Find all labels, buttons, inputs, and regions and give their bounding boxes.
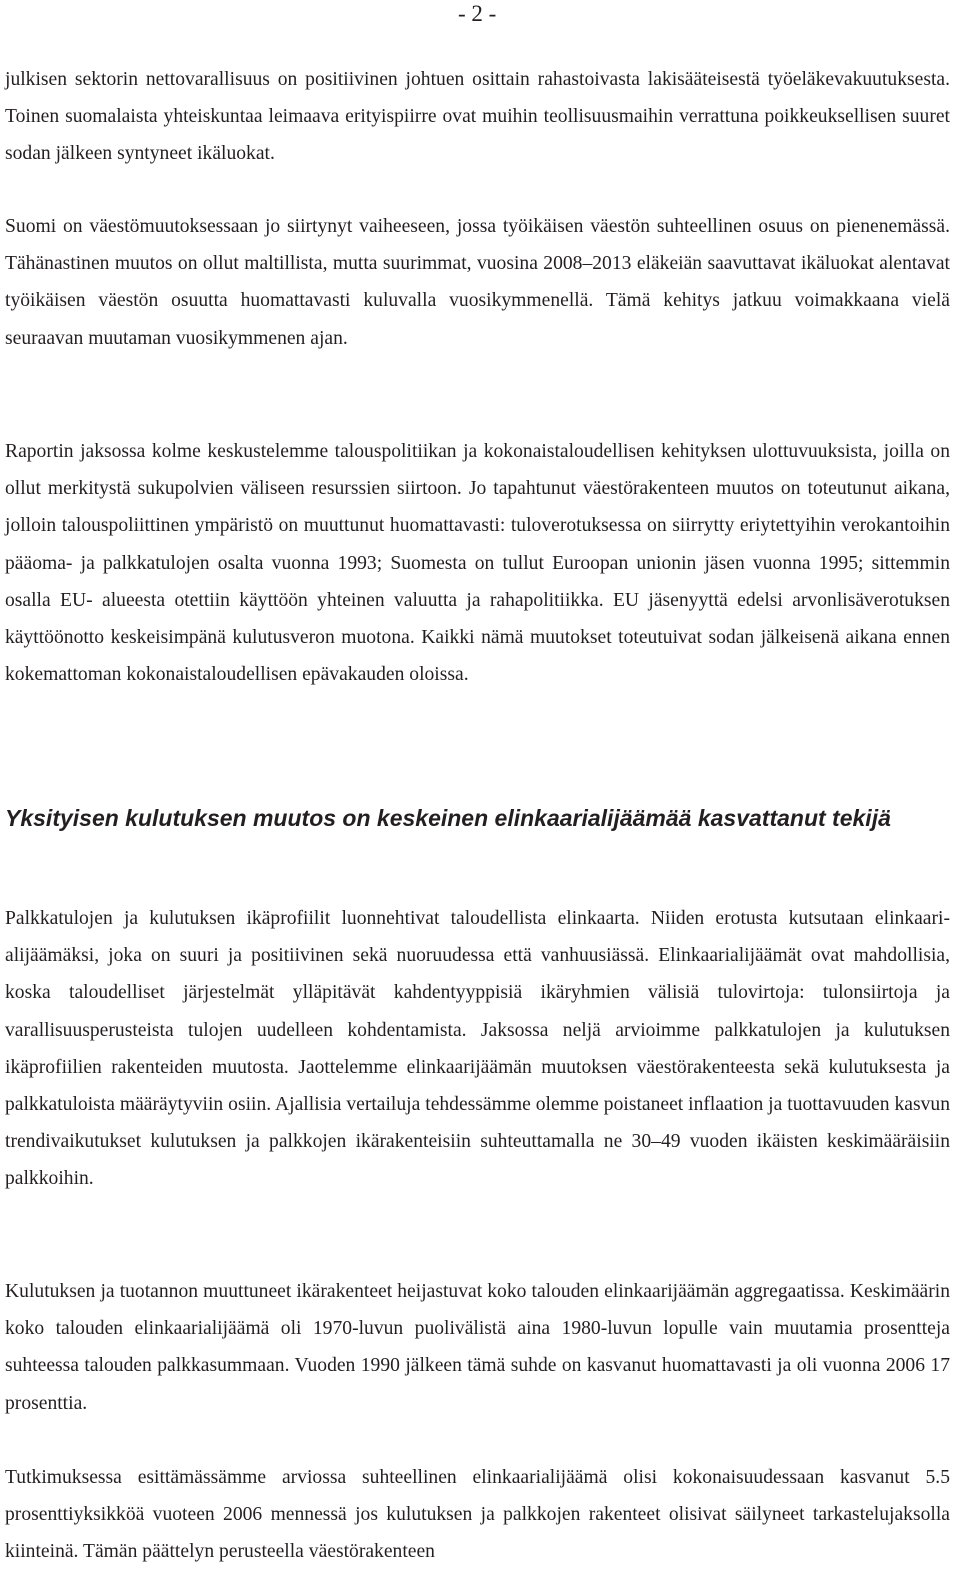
paragraph-life-cycle-deficit: Palkkatulojen ja kulutuksen ikäprofiilit luonnehtivat taloudellista elinkaarta. Niiden erotusta kutsutaan elinkaari-alijäämäksi, joka on suuri ja positiivinen sekä nuoruudessa että vanhuusiässä. Elinkaarialijäämät ovat mahdollisia, koska taloudelliset järjestelmät ylläpitävät kahdentyyppisiä ikäryhmien välisiä tulovirtoja: tulonsiirtoja ja varallisuusperusteista tulojen uudelleen kohdentamista. Jaksossa neljä arvioimme palkkatulojen ja kulutuksen ikäprofiilien rakenteiden muutosta. Jaottelemme elinkaarijäämän muutoksen väestörakenteesta sekä kulutuksesta ja palkkatuloista määräytyviin osiin. Ajallisia vertailuja tehdessämme olemme poistaneet inflaation ja tuottavuuden kasvun trendivaikutukset kulutuksen ja palkkojen ikärakenteisiin suhteuttamalla ne 30–49 vuoden ikäisten keskimääräisiin palkkoihin. (5, 908, 950, 1190)
paragraph-net-assets: julkisen sektorin nettovarallisuus on positiivinen johtuen osittain rahastoivasta lakisääteisestä työeläkevakuutuksesta. Toinen suomalaista yhteiskuntaa leimaava erityispiirre ovat muihin teollisuusmaihin verrattuna poikkeuksellisen suuret sodan jälkeen syntyneet ikäluokat. (5, 69, 950, 165)
paragraph-aggregate-deficit: Kulutuksen ja tuotannon muuttuneet ikärakenteet heijastuvat koko talouden elinkaarijäämän aggregaatissa. Keskimäärin koko talouden elinkaarialijäämä oli 1970-luvun puolivälistä aina 1980-luvun lopulle vain muutamia prosentteja suhteessa talouden palkkasummaan. Vuoden 1990 jälkeen tämä suhde on kasvanut huomattavasti ja oli vuonna 2006 17 prosenttia. (5, 1281, 950, 1414)
paragraph-report-section-three: Raportin jaksossa kolme keskustelemme talouspolitiikan ja kokonaistaloudellisen kehityksen ulottuvuuksista, joilla on ollut merkitystä sukupolvien väliseen resurssien siirtoon. Jo tapahtunut väestörakenteen muutos on toteutunut aikana, jolloin talouspoliittinen ympäristö on muuttunut huomattavasti: tuloverotuksessa on siirrytty eriytettyihin verokantoihin pääoma- ja palkkatulojen osalta vuonna 1993; Suomesta on tullut Euroopan unionin jäsen vuonna 1995; sittemmin osalla EU- alueesta otettiin käyttöön yhteinen valuutta ja rahapolitiikka. EU jäsenyyttä edelsi arvonlisäverotuksen käyttöönotto keskeisimpänä kulutusveron muotona. Kaikki nämä muutokset toteutuivat sodan jälkeisenä aikana ennen kokemattoman kokonaistaloudellisen epävakauden oloissa. (5, 441, 950, 686)
paragraph-research-estimate: Tutkimuksessa esittämässämme arviossa suhteellinen elinkaarialijäämä olisi kokonaisuudessaan kasvanut 5.5 prosenttiyksikköä vuoteen 2006 mennessä jos kulutuksen ja palkkojen rakenteet olisivat säilyneet tarkastelujaksolla kiinteinä. Tämän päättelyn perusteella väestörakenteen (5, 1467, 950, 1563)
paragraph-demographic-change: Suomi on väestömuutoksessaan jo siirtynyt vaiheeseen, jossa työikäisen väestön suhteellinen osuus on pienenemässä. Tähänastinen muutos on ollut maltillista, mutta suurimmat, vuosina 2008–2013 eläkeiän saavuttavat ikäluokat alentavat työikäisen väestön osuutta huomattavasti kuluvalla vuosikymmenellä. Tämä kehitys jatkuu voimakkaana vielä seuraavan muutaman vuosikymmenen ajan. (5, 216, 950, 349)
section-heading: Yksityisen kulutuksen muutos on keskeinen elinkaarialijäämää kasvattanut tekijä (5, 805, 891, 831)
page-number: - 2 - (458, 1, 497, 26)
